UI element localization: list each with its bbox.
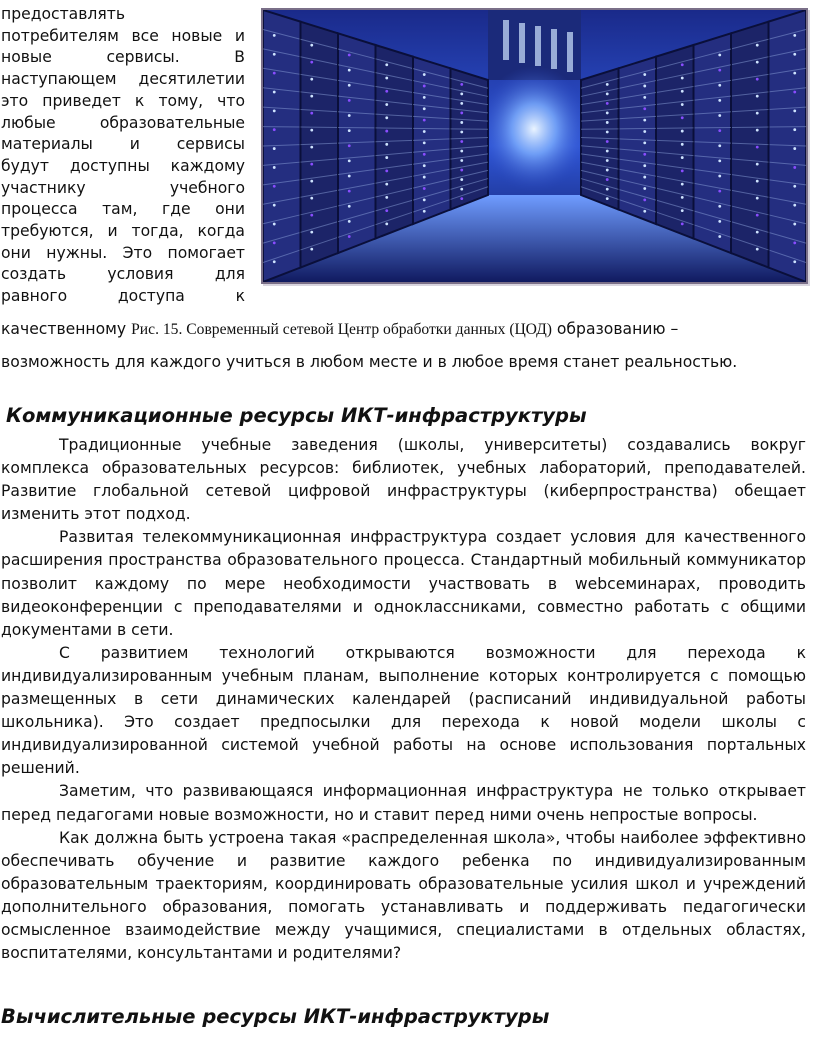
intro-continuation: качественному bbox=[1, 320, 127, 338]
intro-line: предоставлять bbox=[1, 5, 126, 23]
section-body bbox=[1, 434, 806, 965]
intro-text-column bbox=[1, 4, 245, 308]
intro-continuation-after: образованию – bbox=[556, 320, 679, 338]
intro-line: наступающем десятилетии bbox=[1, 70, 245, 89]
section-heading-communication: Коммуникационные ресурсы ИКТ-инфраструктуры bbox=[6, 404, 587, 427]
intro-line: новые сервисы. В bbox=[1, 48, 245, 67]
data-center-photo bbox=[261, 8, 808, 284]
intro-line: они нужны. Это помогает bbox=[1, 243, 245, 262]
intro-line: будут доступны каждому bbox=[1, 156, 245, 175]
intro-line: требуются, и тогда, когда bbox=[1, 222, 245, 241]
server-aisle-illustration bbox=[263, 10, 806, 282]
caption-line bbox=[1, 320, 809, 339]
figure-caption: Рис. 15. Современный сетевой Центр обработки данных (ЦОД) bbox=[131, 321, 552, 338]
intro-line: материалы и сервисы bbox=[1, 135, 245, 154]
intro-last-line: возможность для каждого учиться в любом месте и в любое время станет реальностью. bbox=[1, 353, 738, 371]
paragraph: Традиционные учебные заведения (школы, университеты) создавались вокруг комплекса образовательных ресурсов: библиотек, учебных лабораторий, преподавателей. Развитие глобальной сетевой цифровой инфраструктуры (киберпространства) обещает изменить этот подход. bbox=[1, 436, 806, 524]
section-heading-computing: Вычислительные ресурсы ИКТ-инфраструктуры bbox=[1, 1005, 550, 1028]
intro-line: любые образовательные bbox=[1, 113, 245, 132]
intro-line: это приведет к тому, что bbox=[1, 91, 245, 110]
paragraph: Развитая телекоммуникационная инфраструктура создает условия для качественного расширения пространства образовательного процесса. Стандартный мобильный коммуникатор позволит каждому по мере необходимости участвовать в webсеминарах, проводить видеоконференции с преподавателями и одноклассниками, совместно работать с общими документами в сети. bbox=[1, 528, 806, 639]
paragraph: Заметим, что развивающаяся информационная инфраструктура не только открывает перед педагогами новые возможности, но и ставит перед ними очень непростые вопросы. bbox=[1, 782, 806, 824]
paragraph: Как должна быть устроена такая «распределенная школа», чтобы наиболее эффективно обеспечивать обучение и развитие каждого ребенка по индивидуализированным образовательным траекториям, координировать образовательные усилия школ и учреждений дополнительного образования, помогать устанавливать и поддерживать педагогически осмысленное взаимодействие между учащимися, специалистами в отдельных областях, воспитателями, консультантами и родителями? bbox=[1, 828, 806, 963]
intro-line: потребителям все новые и bbox=[1, 26, 245, 45]
intro-line: равного доступа к bbox=[1, 287, 245, 306]
paragraph: С развитием технологий открываются возможности для перехода к индивидуализированным учебным планам, выполнение которых контролируется с помощью размещенных в сети динамических календарей (расписаний индивидуальной работы школьника). Это создает предпосылки для перехода к новой модели школы с индивидуализированной системой учебной работы на основе использования портальных решений. bbox=[1, 643, 806, 778]
intro-line: процесса там, где они bbox=[1, 200, 245, 219]
intro-line: участнику учебного bbox=[1, 178, 245, 197]
intro-line: создать условия для bbox=[1, 265, 245, 284]
